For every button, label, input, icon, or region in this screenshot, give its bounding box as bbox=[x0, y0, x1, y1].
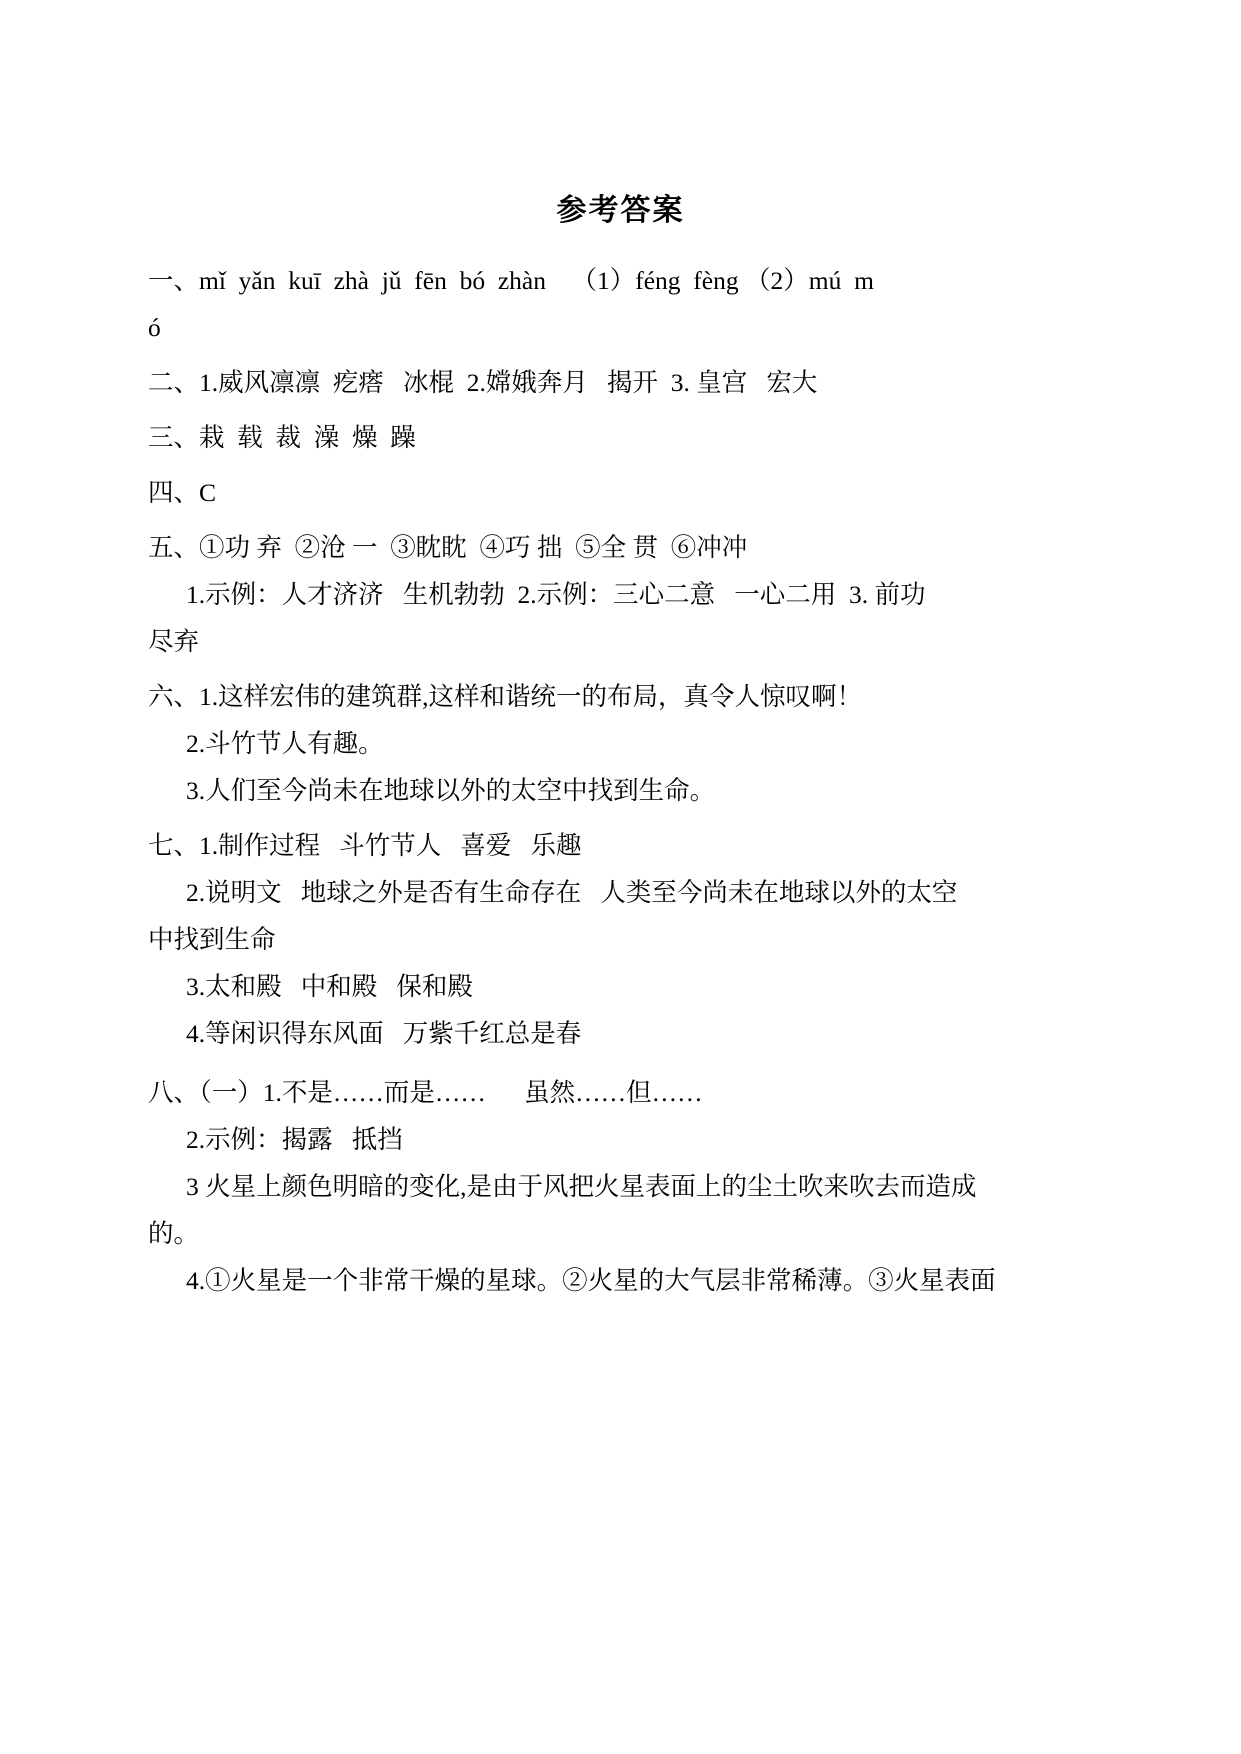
answer-line: 2.示例：揭露 抵挡 bbox=[186, 1125, 403, 1154]
answer-line: 一、mǐ yǎn kuī zhà jǔ fēn bó zhàn （1）féng fèng （2）mú m bbox=[148, 266, 874, 295]
answer-line: ó bbox=[148, 313, 161, 342]
answer-line: 4.等闲识得东风面 万紫千红总是春 bbox=[186, 1019, 582, 1048]
answer-section-4 bbox=[148, 469, 1093, 516]
answer-line: 3 火星上颜色明暗的变化,是由于风把火星表面上的尘土吹来吹去而造成 bbox=[186, 1172, 977, 1201]
answer-line: 八、（一）1.不是……而是…… 虽然……但…… bbox=[148, 1078, 703, 1107]
answer-section-2 bbox=[148, 359, 1093, 406]
answer-line: 3.人们至今尚未在地球以外的太空中找到生命。 bbox=[186, 776, 716, 805]
answer-line: 六、1.这样宏伟的建筑群,这样和谐统一的布局，真令人惊叹啊！ bbox=[148, 682, 863, 711]
answer-line: 五、①功 弃 ②沧 一 ③眈眈 ④巧 拙 ⑤全 贯 ⑥冲冲 bbox=[148, 533, 748, 562]
answer-line: 二、1.威风凛凛 疙瘩 冰棍 2.嫦娥奔月 揭开 3. 皇宫 宏大 bbox=[148, 368, 818, 397]
answer-section-5 bbox=[148, 524, 1093, 665]
answer-section-1 bbox=[148, 257, 1093, 351]
page-title: 参考答案 bbox=[556, 194, 685, 227]
answer-line: 四、C bbox=[148, 478, 217, 507]
answer-line: 3.太和殿 中和殿 保和殿 bbox=[186, 972, 473, 1001]
answer-section-7 bbox=[148, 822, 1093, 1057]
answer-line: 2.斗竹节人有趣。 bbox=[186, 729, 384, 758]
answer-section-3 bbox=[148, 414, 1093, 461]
answer-line: 的。 bbox=[148, 1219, 200, 1248]
answer-line: 中找到生命 bbox=[148, 925, 276, 954]
answer-line: 1.示例：人才济济 生机勃勃 2.示例：三心二意 一心二用 3. 前功 bbox=[186, 580, 926, 609]
answer-line: 三、栽 载 裁 澡 燥 躁 bbox=[148, 423, 416, 452]
answer-line: 七、1.制作过程 斗竹节人 喜爱 乐趣 bbox=[148, 831, 582, 860]
answer-section-8 bbox=[148, 1069, 1093, 1304]
answer-line: 尽弃 bbox=[148, 627, 200, 656]
answer-section-6 bbox=[148, 673, 1093, 814]
answer-line: 4.①火星是一个非常干燥的星球。②火星的大气层非常稀薄。③火星表面 bbox=[186, 1266, 996, 1295]
answer-line: 2.说明文 地球之外是否有生命存在 人类至今尚未在地球以外的太空 bbox=[186, 878, 958, 907]
